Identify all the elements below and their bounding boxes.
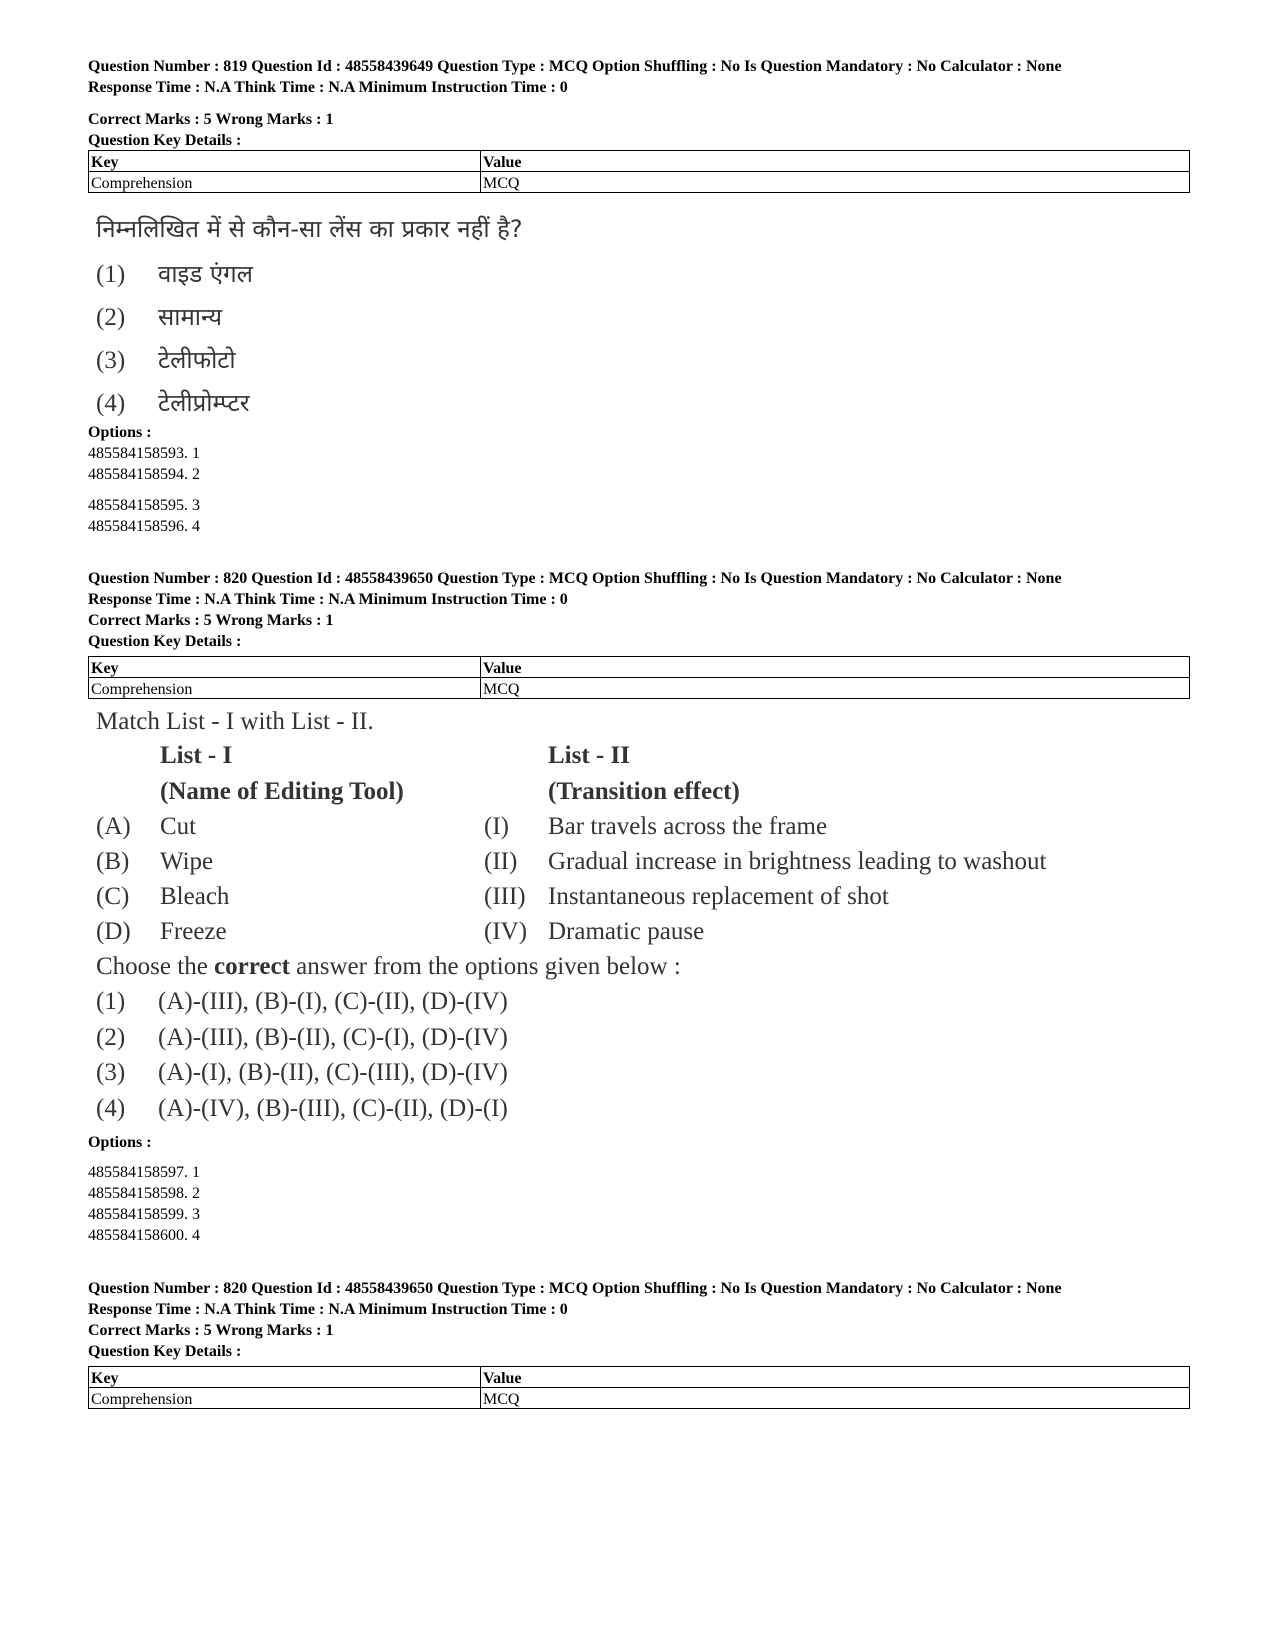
value-cell: MCQ [481, 678, 1190, 699]
pair-effect-i: Bar travels across the frame [548, 813, 828, 840]
value-header: Value [481, 1367, 1190, 1388]
q2-key-details-label: Question Key Details : [88, 633, 242, 650]
q2-option-1: 485584158597. 1 [88, 1164, 200, 1181]
q2-list1-title: List - I [160, 742, 233, 769]
pair-item-b: Wipe [160, 848, 214, 875]
q1-choice-1: (1) वाइड एंगल [96, 260, 253, 288]
pair-label-iv: (IV) [484, 918, 528, 945]
q3-meta-line2: Response Time : N.A Think Time : N.A Minimum Instruction Time : 0 [88, 1301, 568, 1318]
pair-item-c: Bleach [160, 883, 230, 910]
q1-key-details-label: Question Key Details : [88, 132, 242, 149]
q1-meta-line2: Response Time : N.A Think Time : N.A Minimum Instruction Time : 0 [88, 79, 568, 96]
q2-answer-1: (1) (A)-(III), (B)-(I), (C)-(II), (D)-(IV) [96, 988, 508, 1015]
q2-list2-title: List - II [548, 742, 630, 769]
value-cell: MCQ [481, 1388, 1190, 1409]
key-header: Key [89, 657, 481, 678]
pair-effect-iii: Instantaneous replacement of shot [548, 883, 889, 910]
value-header: Value [481, 657, 1190, 678]
q2-list2-subtitle: (Transition effect) [548, 778, 740, 805]
q3-key-table [88, 1366, 1190, 1409]
q2-options-label: Options : [88, 1134, 152, 1151]
q2-intro: Match List - I with List - II. [96, 708, 374, 735]
pair-label-d: (D) [96, 918, 131, 945]
q2-list1-subtitle: (Name of Editing Tool) [160, 778, 404, 805]
q1-choice-2: (2) सामान्य [96, 303, 223, 331]
pair-label-c: (C) [96, 883, 130, 910]
q1-key-table [88, 150, 1190, 193]
pair-effect-iv: Dramatic pause [548, 918, 705, 945]
q2-option-4: 485584158600. 4 [88, 1227, 200, 1244]
q1-meta-line1: Question Number : 819 Question Id : 48558439649 Question Type : MCQ Option Shuffling : No Is Question Mandatory : No Calculator : None [88, 58, 1062, 75]
q1-choice-3: (3) टेलीफोटो [96, 346, 236, 374]
q1-options-label: Options : [88, 424, 152, 441]
q1-option-1: 485584158593. 1 [88, 445, 200, 462]
q1-question-text: निम्नलिखित में से कौन-सा लेंस का प्रकार नहीं है? [96, 215, 523, 243]
q2-answer-3: (3) (A)-(I), (B)-(II), (C)-(III), (D)-(IV) [96, 1059, 508, 1086]
value-header: Value [481, 151, 1190, 172]
pair-label-ii: (II) [484, 848, 518, 875]
q2-choose-instruction: Choose the correct answer from the options given below : [96, 953, 681, 980]
q3-meta-line1: Question Number : 820 Question Id : 48558439650 Question Type : MCQ Option Shuffling : No Is Question Mandatory : No Calculator : None [88, 1280, 1062, 1297]
pair-item-a: Cut [160, 813, 197, 840]
q2-meta-line2: Response Time : N.A Think Time : N.A Minimum Instruction Time : 0 [88, 591, 568, 608]
key-cell: Comprehension [89, 678, 481, 699]
q3-key-details-label: Question Key Details : [88, 1343, 242, 1360]
key-header: Key [89, 1367, 481, 1388]
q3-marks: Correct Marks : 5 Wrong Marks : 1 [88, 1322, 334, 1339]
pair-label-a: (A) [96, 813, 131, 840]
pair-label-i: (I) [484, 813, 509, 840]
q2-answer-2: (2) (A)-(III), (B)-(II), (C)-(I), (D)-(IV) [96, 1024, 508, 1051]
q2-option-3: 485584158599. 3 [88, 1206, 200, 1223]
key-header: Key [89, 151, 481, 172]
pair-label-b: (B) [96, 848, 130, 875]
q1-option-4: 485584158596. 4 [88, 518, 200, 535]
q2-answer-4: (4) (A)-(IV), (B)-(III), (C)-(II), (D)-(I) [96, 1095, 508, 1122]
key-cell: Comprehension [89, 1388, 481, 1409]
value-cell: MCQ [481, 172, 1190, 193]
pair-effect-ii: Gradual increase in brightness leading to washout [548, 848, 1047, 875]
q2-option-2: 485584158598. 2 [88, 1185, 200, 1202]
key-cell: Comprehension [89, 172, 481, 193]
pair-item-d: Freeze [160, 918, 227, 945]
q1-option-3: 485584158595. 3 [88, 497, 200, 514]
q2-meta-line1: Question Number : 820 Question Id : 48558439650 Question Type : MCQ Option Shuffling : No Is Question Mandatory : No Calculator : None [88, 570, 1062, 587]
pair-label-iii: (III) [484, 883, 526, 910]
q1-choice-4: (4) टेलीप्रोम्प्टर [96, 389, 250, 417]
q1-marks: Correct Marks : 5 Wrong Marks : 1 [88, 111, 334, 128]
q2-key-table [88, 656, 1190, 699]
q1-option-2: 485584158594. 2 [88, 466, 200, 483]
q2-marks: Correct Marks : 5 Wrong Marks : 1 [88, 612, 334, 629]
